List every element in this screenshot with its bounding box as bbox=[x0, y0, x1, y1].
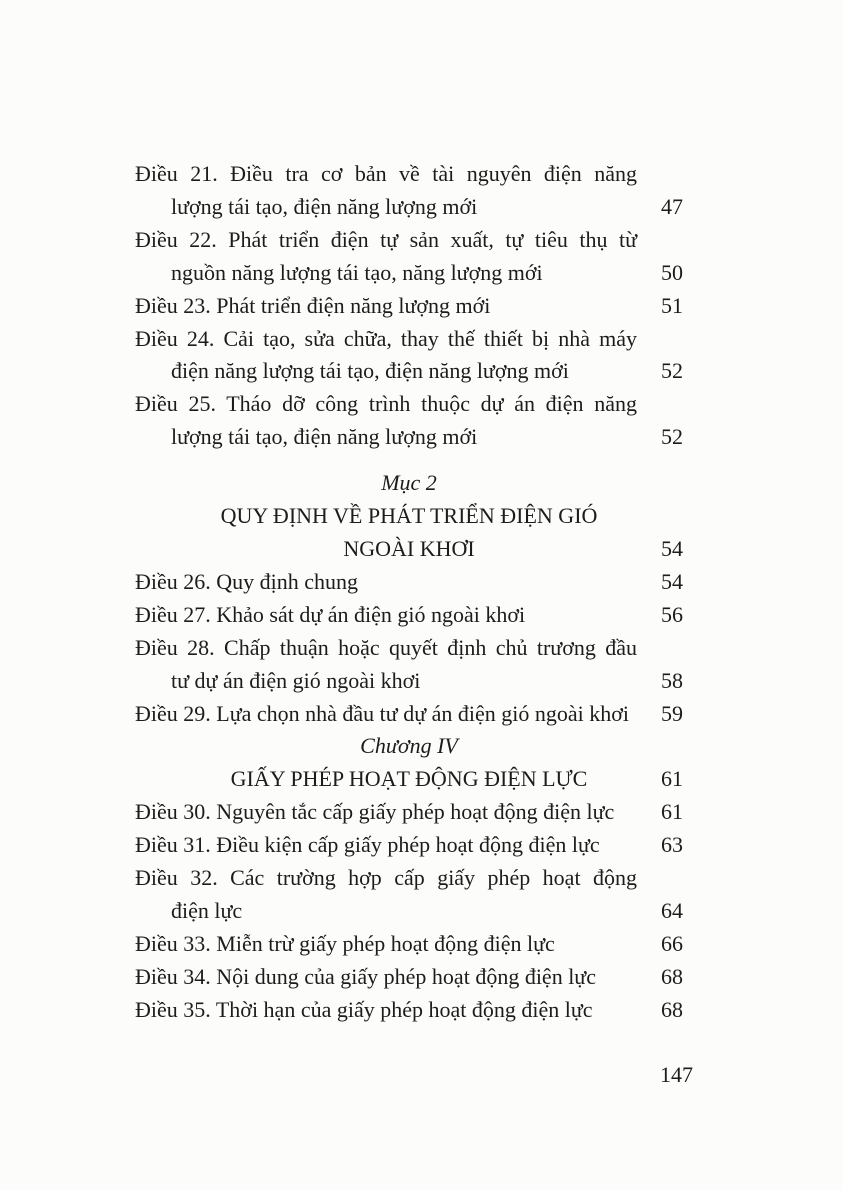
toc-page-number: 61 bbox=[661, 799, 683, 825]
toc-entry-row bbox=[135, 796, 683, 829]
toc-entry-text: tư dự án điện gió ngoài khơi bbox=[171, 667, 421, 693]
toc-page-number bbox=[637, 323, 683, 356]
toc-entry-text: điện lực bbox=[171, 897, 243, 923]
toc-entry-text: Điều 28. Chấp thuận hoặc quyết định chủ trương đầu bbox=[135, 634, 637, 660]
toc-entry-text: Điều 25. Tháo dỡ công trình thuộc dự án điện năng bbox=[135, 391, 637, 417]
toc-entry-row bbox=[135, 224, 683, 257]
toc-entry-text: Điều 30. Nguyên tắc cấp giấy phép hoạt động điện lực bbox=[135, 799, 615, 825]
toc-entry-text: Điều 34. Nội dung của giấy phép hoạt động điện lực bbox=[135, 963, 596, 989]
toc-entry-text: Điều 21. Điều tra cơ bản về tài nguyên điện năng bbox=[135, 161, 637, 186]
toc-entry-text: lượng tái tạo, điện năng lượng mới bbox=[171, 193, 478, 219]
toc-entry-text: Điều 32. Các trường hợp cấp giấy phép hoạt động bbox=[135, 865, 637, 891]
toc-page-number: 52 bbox=[661, 424, 683, 450]
toc-entry-row bbox=[135, 599, 683, 632]
toc-section-heading-row bbox=[135, 763, 683, 796]
toc-entry-row bbox=[135, 323, 683, 356]
toc-page-number: 63 bbox=[661, 832, 683, 858]
toc-page-number: 68 bbox=[661, 996, 683, 1022]
toc-section-heading-row bbox=[135, 500, 683, 533]
toc-entry-row bbox=[135, 928, 683, 961]
toc-page-number bbox=[637, 388, 683, 421]
toc-page-number: 64 bbox=[661, 897, 683, 923]
toc-page-number bbox=[637, 158, 683, 191]
toc-entry-row bbox=[135, 632, 683, 665]
table-of-contents bbox=[135, 158, 683, 1027]
toc-page-number: 58 bbox=[661, 667, 683, 693]
toc-page-number: 51 bbox=[661, 292, 683, 318]
toc-entry-row bbox=[135, 862, 683, 895]
toc-page-number: 47 bbox=[661, 193, 683, 219]
toc-page-number: 68 bbox=[661, 963, 683, 989]
toc-entry-row bbox=[135, 994, 683, 1027]
toc-entry-text: Điều 23. Phát triển điện năng lượng mới bbox=[135, 292, 491, 318]
toc-entry-row bbox=[135, 421, 683, 454]
toc-section-heading-text: QUY ĐỊNH VỀ PHÁT TRIỂN ĐIỆN GIÓ bbox=[220, 503, 598, 529]
toc-entry-row bbox=[135, 698, 683, 731]
toc-page-number: 61 bbox=[661, 766, 683, 792]
toc-entry-text: Điều 24. Cải tạo, sửa chữa, thay thế thiết bị nhà máy bbox=[135, 325, 637, 351]
toc-page-number bbox=[637, 224, 683, 257]
toc-section-heading-row bbox=[135, 730, 683, 763]
toc-entry-text: Điều 33. Miễn trừ giấy phép hoạt động điện lực bbox=[135, 930, 555, 956]
toc-entry-row bbox=[135, 895, 683, 928]
toc-page-number: 54 bbox=[661, 568, 683, 594]
toc-entry-text: lượng tái tạo, điện năng lượng mới bbox=[171, 424, 478, 450]
toc-section-heading-text: GIẤY PHÉP HOẠT ĐỘNG ĐIỆN LỰC bbox=[230, 766, 588, 792]
toc-page-number: 52 bbox=[661, 358, 683, 384]
toc-entry-row bbox=[135, 355, 683, 388]
toc-section-heading-text: NGOÀI KHƠI bbox=[343, 535, 475, 561]
toc-section-heading-text: Mục 2 bbox=[381, 470, 437, 496]
toc-page-number: 66 bbox=[661, 930, 683, 956]
toc-entry-row bbox=[135, 257, 683, 290]
toc-page-number: 59 bbox=[661, 700, 683, 726]
toc-entry-row bbox=[135, 388, 683, 421]
footer-page-number: 147 bbox=[660, 1062, 693, 1087]
toc-entry-text: Điều 26. Quy định chung bbox=[135, 568, 359, 594]
toc-entry-text: Điều 27. Khảo sát dự án điện gió ngoài khơi bbox=[135, 601, 526, 627]
toc-section-heading-text: Chương IV bbox=[360, 733, 458, 759]
toc-entry-text: điện năng lượng tái tạo, điện năng lượng mới bbox=[171, 358, 569, 384]
toc-page-number: 50 bbox=[661, 259, 683, 285]
toc-entry-row bbox=[135, 191, 683, 224]
toc-entry-text: nguồn năng lượng tái tạo, năng lượng mới bbox=[171, 259, 543, 285]
toc-entry-text: Điều 22. Phát triển điện tự sản xuất, tự tiêu thụ từ bbox=[135, 226, 637, 252]
toc-entry-row bbox=[135, 961, 683, 994]
toc-page-number: 54 bbox=[661, 535, 683, 561]
toc-entry-row bbox=[135, 829, 683, 862]
toc-entry-row bbox=[135, 290, 683, 323]
toc-page-number: 56 bbox=[661, 601, 683, 627]
toc-entry-row bbox=[135, 665, 683, 698]
toc-entry-text: Điều 31. Điều kiện cấp giấy phép hoạt động điện lực bbox=[135, 832, 600, 858]
toc-section-heading-row bbox=[135, 533, 683, 566]
toc-page-number bbox=[637, 862, 683, 895]
toc-page-number bbox=[637, 632, 683, 665]
toc-entry-text: Điều 29. Lựa chọn nhà đầu tư dự án điện gió ngoài khơi bbox=[135, 700, 630, 726]
toc-entry-row bbox=[135, 158, 683, 191]
toc-entry-row bbox=[135, 566, 683, 599]
toc-section-heading-row bbox=[135, 467, 683, 500]
toc-entry-text: Điều 35. Thời hạn của giấy phép hoạt động điện lực bbox=[135, 996, 593, 1022]
